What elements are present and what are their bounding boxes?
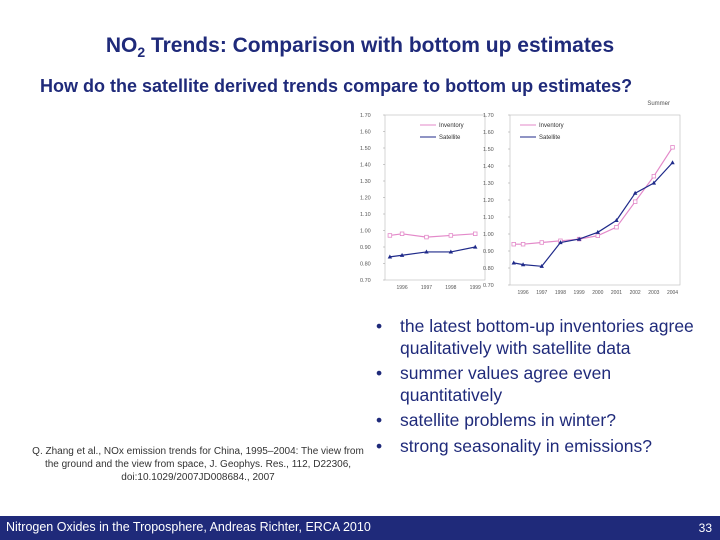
legend-label: Inventory [439,123,464,129]
chart-figure [355,95,685,300]
bullet-text: summer values agree even quantitatively [400,363,612,405]
y-tick-label: 1.10 [360,212,371,218]
data-point [473,245,477,249]
data-point [400,232,404,236]
y-tick-label: 1.30 [360,179,371,185]
data-point [449,234,453,238]
legend-label: Inventory [539,123,564,129]
y-tick-label: 1.10 [483,215,494,221]
y-tick-label: 1.70 [360,113,371,119]
bullet-item [366,410,706,432]
data-point [615,225,619,229]
y-tick-label: 1.40 [483,164,494,170]
x-tick-label: 2002 [629,290,641,296]
data-point [670,160,674,164]
bullet-item [366,363,706,406]
y-tick-label: 1.20 [483,198,494,204]
title-rest: Trends: Comparison with bottom up estimates [145,34,615,57]
y-tick-label: 0.70 [483,283,494,289]
chart-svg [355,95,685,300]
x-tick-label: 2004 [666,290,679,296]
data-point [521,242,525,246]
bullet-glyph: • [376,410,383,430]
data-point [512,261,516,265]
y-tick-label: 0.80 [360,261,371,268]
data-point [671,146,675,150]
y-tick-label: 0.90 [483,249,494,255]
series-line [514,163,673,267]
footer-text: Nitrogen Oxides in the Troposphere, Andreas Richter, ERCA 2010 [6,520,371,534]
y-tick-label: 0.80 [483,266,494,272]
slide-title [0,34,720,60]
bullet-glyph: • [376,435,383,456]
x-tick-label: 1999 [573,290,585,296]
legend-label: Satellite [539,135,561,141]
y-tick-label: 1.70 [483,113,494,119]
data-point [388,234,392,238]
series-line [514,147,673,244]
data-point [473,232,477,236]
bullet-glyph: • [376,363,383,383]
x-tick-label: 2003 [648,290,660,296]
y-tick-label: 0.70 [360,278,371,284]
bullet-text: satellite problems in winter? [400,410,616,430]
y-tick-label: 1.30 [483,181,494,187]
data-point [540,241,544,245]
data-point [512,242,516,246]
data-point [652,174,656,178]
bullet-item [366,316,706,359]
bullet-text: the latest bottom-up inventories agree qualitatively with satellite data [400,316,694,358]
chart-title: Summer [647,101,670,107]
y-tick-label: 1.40 [360,162,371,169]
x-tick-label: 1996 [396,285,408,291]
data-point [425,235,429,239]
bullet-list [366,316,706,461]
bullet-item [366,436,706,458]
citation: Q. Zhang et al., NOx emission trends for China, 1995–2004: The view from the ground and the view from space, J. Geophys. Res., 112, D22306, doi:10.1029/2007JD008684., 2007 [32,446,364,483]
title-subscript: 2 [137,44,146,61]
y-tick-label: 1.50 [360,146,371,152]
bullet-text: strong seasonality in emissions? [400,435,652,456]
bullet-glyph: • [376,316,383,336]
x-tick-label: 1999 [469,285,481,291]
legend-label: Satellite [439,135,461,141]
y-tick-label: 1.20 [360,195,371,202]
x-tick-label: 1996 [517,290,529,296]
x-tick-label: 2000 [592,290,604,296]
y-tick-label: 1.60 [483,130,494,136]
y-tick-label: 1.00 [483,232,494,238]
data-point [596,234,600,238]
y-tick-label: 0.90 [360,245,371,251]
x-tick-label: 1998 [445,285,457,291]
x-tick-label: 2001 [610,290,623,296]
plot-area [510,115,680,285]
footer-bar [0,516,720,540]
y-tick-label: 1.60 [360,129,371,136]
page-number: 33 [698,521,712,535]
slide-subtitle: How do the satellite derived trends compare to bottom up estimates? [40,76,633,96]
data-point [633,200,637,204]
x-tick-label: 1998 [554,290,567,296]
y-tick-label: 1.50 [483,147,494,153]
x-tick-label: 1997 [536,290,548,296]
title-prefix: NO [105,34,138,57]
y-tick-label: 1.00 [360,228,371,235]
x-tick-label: 1997 [420,285,433,291]
